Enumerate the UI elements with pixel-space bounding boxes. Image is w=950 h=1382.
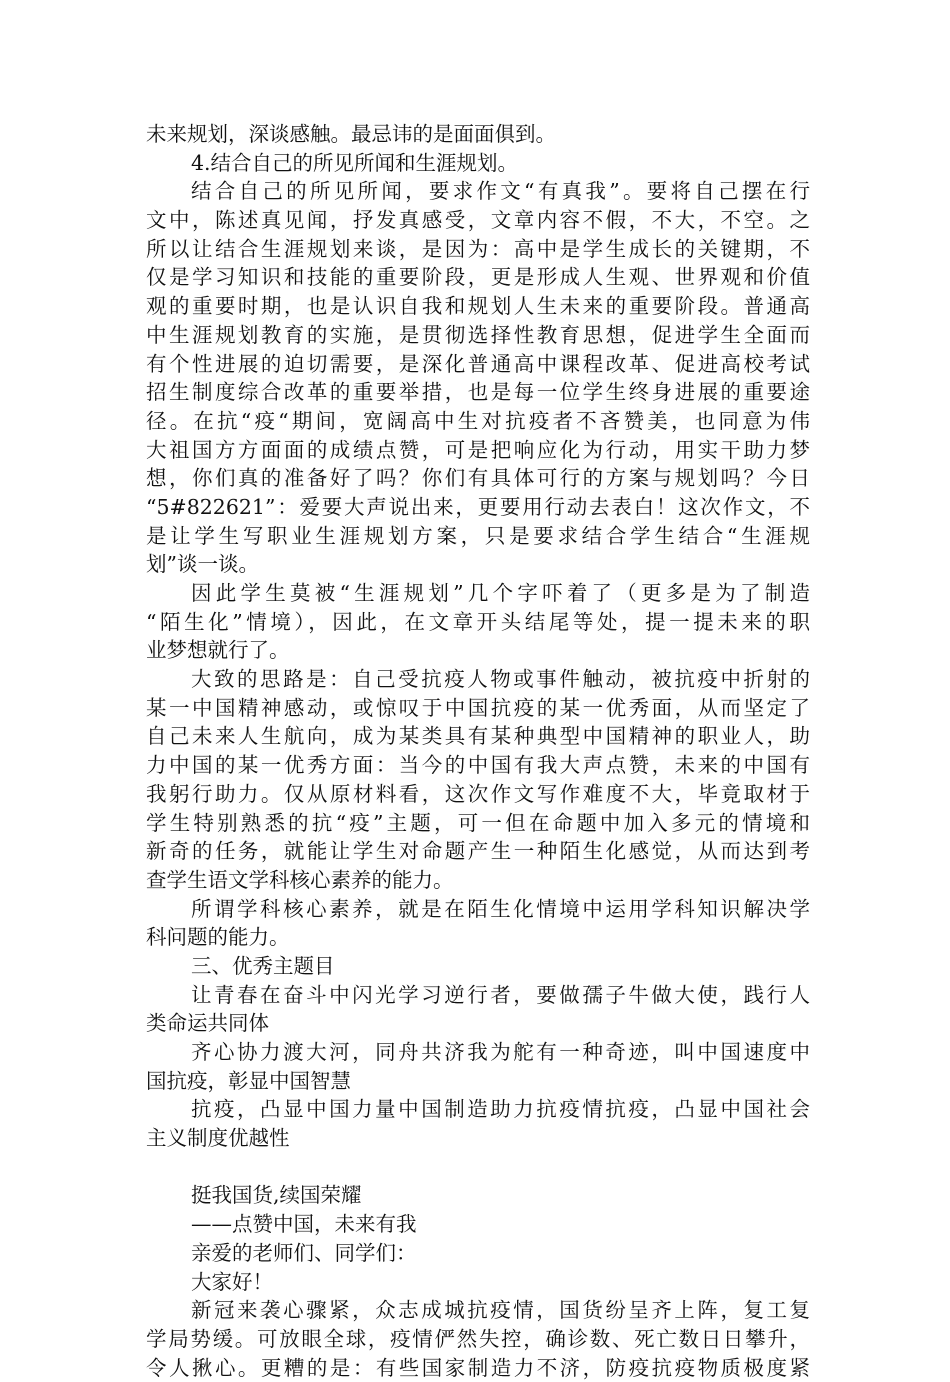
- text-line: “陌生化”情境），因此，在文章开头结尾等处，提一提未来的职: [146, 609, 810, 634]
- text-line: 令人揪心。更糟的是：有些国家制造力不济，防疫抗疫物质极度紧: [146, 1355, 810, 1380]
- text-line: 大祖国方方面面的成绩点赞，可是把响应化为行动，用实干助力梦: [146, 437, 810, 462]
- text-line: 仅是学习知识和技能的重要阶段，更是形成人生观、世界观和价值: [146, 265, 810, 290]
- text-line: 结合自己的所见所闻，要求作文“有真我”。要将自己摆在行: [191, 179, 810, 204]
- text-line: 招生制度综合改革的重要举措，也是每一位学生终身进展的重要途: [146, 380, 810, 405]
- text-line: 是让学生写职业生涯规划方案，只是要求结合学生结合“生涯规: [146, 523, 810, 548]
- text-line: 径。在抗“疫“期间，宽阔高中生对抗疫者不吝赞美，也同意为伟: [146, 408, 810, 433]
- text-line: 三、优秀主题目: [191, 953, 335, 978]
- text-line: ——点赞中国，未来有我: [191, 1212, 417, 1237]
- text-line: 学局势缓。可放眼全球，疫情俨然失控，确诊数、死亡数日日攀升，: [146, 1326, 810, 1351]
- text-line: 中生涯规划教育的实施，是贯彻选择性教育思想，促进学生全面而: [146, 322, 810, 347]
- text-line: 文中，陈述真见闻，抒发真感受，文章内容不假，不大，不空。之: [146, 208, 810, 233]
- text-line: “5#822621”：爱要大声说出来，更要用行动去表白！这次作文，不: [146, 494, 810, 519]
- text-line: 力中国的某一优秀方面：当今的中国有我大声点赞，未来的中国有: [146, 753, 810, 778]
- text-line: 未来规划，深谈感触。最忌讳的是面面俱到。: [146, 122, 556, 146]
- document-body: [146, 120, 810, 1382]
- text-line: 主义制度优越性: [146, 1126, 290, 1151]
- text-line: 想，你们真的准备好了吗？你们有具体可行的方案与规划吗？今日: [146, 466, 810, 491]
- text-line: 让青春在奋斗中闪光学习逆行者，要做孺子牛做大使，践行人: [191, 982, 810, 1007]
- text-line: 业梦想就行了。: [146, 638, 290, 663]
- text-line: 亲爱的老师们、同学们：: [191, 1240, 417, 1265]
- text-line: 某一中国精神感动，或惊叹于中国抗疫的某一优秀面，从而坚定了: [146, 695, 810, 720]
- text-line: 我躬行助力。仅从原材料看，这次作文写作难度不大，毕竟取材于: [146, 781, 810, 806]
- text-line: 划”谈一谈。: [146, 552, 259, 577]
- text-line: 所以让结合生涯规划来谈，是因为：高中是学生成长的关键期，不: [146, 236, 810, 261]
- text-line: 大致的思路是：自己受抗疫人物或事件触动，被抗疫中折射的: [191, 667, 810, 692]
- text-line: 新冠来袭心骤紧，众志成城抗疫情，国货纷呈齐上阵，复工复: [191, 1298, 810, 1323]
- text-line: 挺我国货,续国荣耀: [191, 1183, 362, 1208]
- blank-line: [146, 1153, 810, 1182]
- text-line: 新奇的任务，就能让学生对命题产生一种陌生化感觉，从而达到考: [146, 839, 810, 864]
- text-line: 齐心协力渡大河，同舟共济我为舵有一种奇迹，叫中国速度中: [191, 1040, 810, 1064]
- text-line: 自己未来人生航向，成为某类具有某种典型中国精神的职业人，助: [146, 724, 810, 749]
- text-line: 有个性进展的迫切需要，是深化普通高中课程改革、促进高校考试: [146, 351, 810, 376]
- text-line: 观的重要时期，也是认识自我和规划人生未来的重要阶段。普通高: [146, 294, 810, 319]
- text-line: 4.结合自己的所见所闻和生涯规划。: [191, 150, 519, 175]
- text-line: 所谓学科核心素养，就是在陌生化情境中运用学科知识解决学: [191, 896, 810, 921]
- text-line: 学生特别熟悉的抗“疫”主题，可一但在命题中加入多元的情境和: [146, 810, 810, 835]
- text-line: 抗疫，凸显中国力量中国制造助力抗疫情抗疫，凸显中国社会: [191, 1097, 810, 1122]
- text-line: 查学生语文学科核心素养的能力。: [146, 867, 454, 892]
- text-line: 国抗疫，彰显中国智慧: [146, 1068, 351, 1093]
- text-line: 科问题的能力。: [146, 925, 290, 950]
- text-line: 因此学生莫被“生涯规划”几个字吓着了（更多是为了制造: [191, 581, 810, 605]
- text-line: 类命运共同体: [146, 1011, 269, 1036]
- text-line: 大家好！: [191, 1269, 273, 1294]
